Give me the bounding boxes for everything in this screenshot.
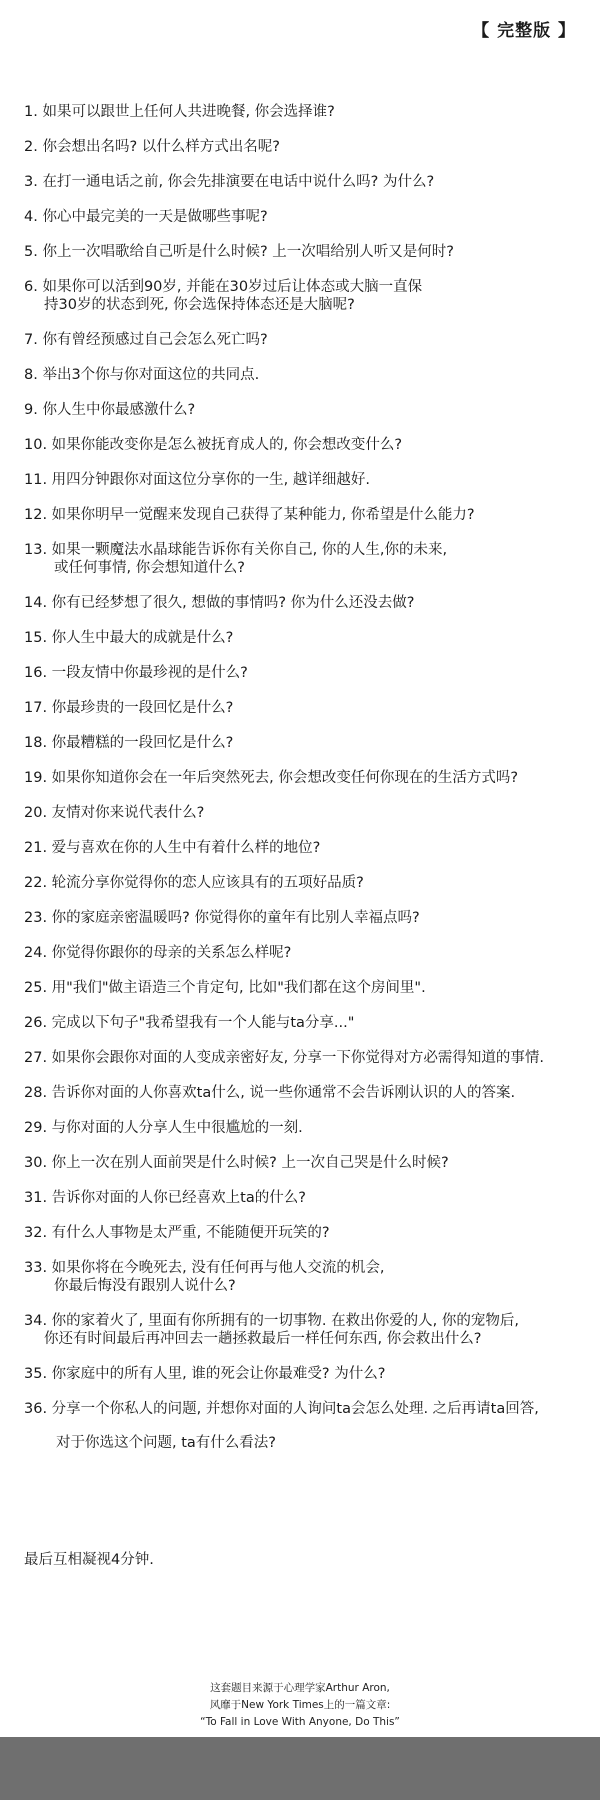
question-item [24,208,594,226]
question-number: 2. [24,139,38,155]
question-text: 在打一通电话之前, 你会先排演要在电话中说什么吗? 为什么? [42,174,435,190]
question-text: 如果你可以活到90岁, 并能在30岁过后让体态或大脑一直保 [42,279,423,295]
question-number: 10. [24,437,48,453]
footer-bar [0,1737,600,1800]
question-item [24,103,594,121]
source-line-1: 这套题目来源于心理学家Arthur Aron, [210,1682,390,1694]
question-item [24,436,594,454]
question-number: 6. [24,279,38,295]
question-text-continuation: 你最后悔没有跟别人说什么? [54,1278,236,1294]
question-text: 你上一次在别人面前哭是什么时候? 上一次自己哭是什么时候? [51,1155,449,1171]
question-item [24,366,594,384]
question-text: 你最珍贵的一段回忆是什么? [51,700,234,716]
question-number: 9. [24,402,38,418]
question-text: 你人生中你最感激什么? [42,402,196,418]
question-item [24,1365,594,1383]
question-number: 28. [24,1085,48,1101]
question-number: 16. [24,665,48,681]
question-number: 11. [24,472,48,488]
question-number: 34. [24,1313,48,1329]
question-text: 你会想出名吗? 以什么样方式出名呢? [42,139,280,155]
question-text-continuation: 你还有时间最后再冲回去一趟拯救最后一样任何东西, 你会救出什么? [44,1331,482,1347]
question-number: 13. [24,542,48,558]
question-text: 你觉得你跟你的母亲的关系怎么样呢? [51,945,292,961]
edition-tag: 【 完整版 】 [472,21,576,41]
question-item [24,734,594,752]
source-note [0,1680,600,1731]
question-text-continuation: 对于你选这个问题, ta有什么看法? [56,1435,276,1451]
question-item [24,944,594,962]
question-item [24,243,594,261]
question-number: 17. [24,700,48,716]
question-item [24,173,594,191]
question-item [24,1189,594,1207]
question-text: 告诉你对面的人你喜欢ta什么, 说一些你通常不会告诉刚认识的人的答案. [51,1085,516,1101]
question-number: 7. [24,332,38,348]
question-number: 26. [24,1015,48,1031]
question-text: 如果一颗魔法水晶球能告诉你有关你自己, 你的人生,你的未来, [51,542,448,558]
question-item [24,1119,594,1137]
question-item [24,594,594,612]
question-number: 22. [24,875,48,891]
question-item [24,979,594,997]
question-list [24,103,594,1469]
question-text: 你上一次唱歌给自己听是什么时候? 上一次唱给别人听又是何时? [42,244,454,260]
question-item [24,629,594,647]
question-number: 5. [24,244,38,260]
question-text: 如果你能改变你是怎么被抚育成人的, 你会想改变什么? [51,437,403,453]
question-number: 27. [24,1050,48,1066]
question-number: 3. [24,174,38,190]
question-number: 36. [24,1401,48,1417]
source-line-3: “To Fall in Love With Anyone, Do This” [200,1716,400,1728]
source-line-2: 风靡于New York Times上的一篇文章: [209,1699,391,1711]
question-item [24,804,594,822]
question-number: 24. [24,945,48,961]
question-text: 你家庭中的所有人里, 谁的死会让你最难受? 为什么? [51,1366,386,1382]
question-item [24,909,594,927]
question-text: 你最糟糕的一段回忆是什么? [51,735,234,751]
question-item [24,1259,594,1295]
question-item [24,769,594,787]
question-text: 举出3个你与你对面这位的共同点. [42,367,260,383]
question-number: 29. [24,1120,48,1136]
question-number: 21. [24,840,48,856]
question-text: 一段友情中你最珍视的是什么? [51,665,248,681]
question-text: 友情对你来说代表什么? [51,805,205,821]
question-text: 如果你会跟你对面的人变成亲密好友, 分享一下你觉得对方必需得知道的事情. [51,1050,544,1066]
question-item [24,401,594,419]
question-number: 30. [24,1155,48,1171]
question-text: 用四分钟跟你对面这位分享你的一生, 越详细越好. [51,472,370,488]
question-number: 32. [24,1225,48,1241]
question-item [24,839,594,857]
question-text: 你有已经梦想了很久, 想做的事情吗? 你为什么还没去做? [51,595,415,611]
question-item [24,1224,594,1242]
question-item [24,1049,594,1067]
question-text: 你心中最完美的一天是做哪些事呢? [42,209,268,225]
question-item [24,1154,594,1172]
question-number: 31. [24,1190,48,1206]
question-number: 20. [24,805,48,821]
closing-note: 最后互相凝视4分钟. [24,1552,154,1568]
question-number: 15. [24,630,48,646]
question-text: 你有曾经预感过自己会怎么死亡吗? [42,332,268,348]
question-number: 8. [24,367,38,383]
question-item [24,699,594,717]
question-item [24,278,594,314]
question-number: 12. [24,507,48,523]
question-text: 告诉你对面的人你已经喜欢上ta的什么? [51,1190,306,1206]
question-text: 你的家庭亲密温暖吗? 你觉得你的童年有比别人幸福点吗? [51,910,420,926]
question-item [24,664,594,682]
question-text: 如果你知道你会在一年后突然死去, 你会想改变任何你现在的生活方式吗? [51,770,519,786]
question-item [24,506,594,524]
question-number: 33. [24,1260,48,1276]
question-number: 1. [24,104,38,120]
question-text: 分享一个你私人的问题, 并想你对面的人询问ta会怎么处理. 之后再请ta回答, [51,1401,539,1417]
question-item [24,541,594,577]
question-item [24,1014,594,1032]
question-number: 23. [24,910,48,926]
question-text: 爱与喜欢在你的人生中有着什么样的地位? [51,840,321,856]
question-text: 与你对面的人分享人生中很尴尬的一刻. [51,1120,303,1136]
question-number: 14. [24,595,48,611]
question-text: 如果可以跟世上任何人共进晚餐, 你会选择谁? [42,104,335,120]
question-text: 如果你明早一觉醒来发现自己获得了某种能力, 你希望是什么能力? [51,507,475,523]
question-item [24,1400,594,1452]
question-item [24,471,594,489]
question-item [24,1312,594,1348]
question-text: 你的家着火了, 里面有你所拥有的一切事物. 在救出你爱的人, 你的宠物后, [51,1313,519,1329]
question-item [24,331,594,349]
question-text: 轮流分享你觉得你的恋人应该具有的五项好品质? [51,875,364,891]
question-text: 完成以下句子"我希望我有一个人能与ta分享..." [51,1015,355,1031]
question-text: 你人生中最大的成就是什么? [51,630,234,646]
question-number: 4. [24,209,38,225]
question-item [24,138,594,156]
question-number: 18. [24,735,48,751]
question-item [24,874,594,892]
question-item [24,1084,594,1102]
question-text: 有什么人事物是太严重, 不能随便开玩笑的? [51,1225,330,1241]
question-number: 35. [24,1366,48,1382]
question-text-continuation: 或任何事情, 你会想知道什么? [54,560,245,576]
question-text-continuation: 持30岁的状态到死, 你会选保持体态还是大脑呢? [44,297,355,313]
question-number: 19. [24,770,48,786]
question-text: 如果你将在今晚死去, 没有任何再与他人交流的机会, [51,1260,385,1276]
question-text: 用"我们"做主语造三个肯定句, 比如"我们都在这个房间里". [51,980,426,996]
question-number: 25. [24,980,48,996]
